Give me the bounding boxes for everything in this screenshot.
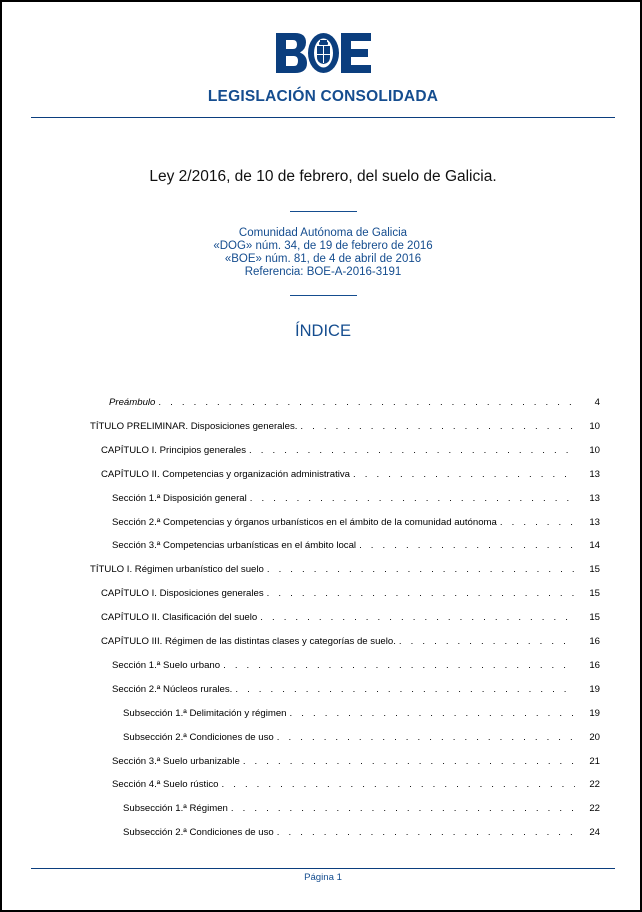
page-number: Página 1 <box>304 872 342 883</box>
toc-leader-dots <box>158 397 575 409</box>
toc-entry[interactable] <box>112 777 600 791</box>
toc-leader-dots <box>243 756 575 768</box>
toc-entry[interactable] <box>112 754 600 768</box>
toc-leader-dots <box>353 469 575 481</box>
toc-entry-label: Preámbulo <box>109 397 156 408</box>
toc-entry[interactable] <box>101 467 600 481</box>
toc-entry-page: 22 <box>589 779 600 791</box>
metadata-line: «BOE» núm. 81, de 4 de abril de 2016 <box>224 253 422 265</box>
toc-entry[interactable] <box>112 538 600 552</box>
toc-entry[interactable] <box>101 610 600 624</box>
toc-entry-page: 14 <box>589 540 600 552</box>
toc-entry-label: CAPÍTULO I. Disposiciones generales <box>101 588 264 600</box>
toc-entry-page: 16 <box>589 659 600 671</box>
index-title: ÍNDICE <box>295 322 351 340</box>
toc-leader-dots <box>500 517 575 529</box>
toc-entry[interactable] <box>112 491 600 505</box>
toc-entry-label: Sección 3.ª Suelo urbanizable <box>112 755 240 767</box>
toc-entry-page: 21 <box>589 755 600 767</box>
law-title: Ley 2/2016, de 10 de febrero, del suelo de Galicia. <box>149 168 497 185</box>
toc-leader-dots <box>235 684 575 696</box>
toc-entry-label: CAPÍTULO I. Principios generales <box>101 444 247 456</box>
toc-entry-label: Sección 4.ª Suelo rústico <box>112 779 219 791</box>
toc-entry[interactable] <box>90 562 600 576</box>
toc-leader-dots <box>277 732 575 744</box>
toc-entry-page: 19 <box>589 707 600 719</box>
toc-leader-dots <box>290 708 575 720</box>
toc-entry[interactable] <box>123 825 600 839</box>
toc-entry[interactable] <box>101 634 600 648</box>
toc-entry-page: 10 <box>589 444 600 456</box>
table-of-contents <box>2 2 642 912</box>
toc-entry-label: CAPÍTULO II. Clasificación del suelo <box>101 612 258 624</box>
toc-leader-dots <box>399 636 575 648</box>
toc-entry-page: 20 <box>589 731 600 743</box>
toc-entry-page: 22 <box>589 803 600 815</box>
toc-entry-label: Sección 1.ª Disposición general <box>112 492 247 504</box>
toc-entry-label: Subsección 1.ª Delimitación y régimen <box>123 707 287 719</box>
toc-entry-page: 19 <box>589 683 600 695</box>
toc-entry-label: Subsección 2.ª Condiciones de uso <box>123 827 274 839</box>
metadata-line: Comunidad Autónoma de Galicia <box>238 227 408 239</box>
toc-entry-label: Sección 2.ª Núcleos rurales. <box>112 683 233 695</box>
toc-entry-page: 15 <box>589 588 600 600</box>
toc-entry[interactable] <box>123 801 600 815</box>
toc-leader-dots <box>300 421 575 433</box>
toc-entry-page: 13 <box>589 492 600 504</box>
toc-entry-label: CAPÍTULO III. Régimen de las distintas clases y categorías de suelo. <box>101 636 396 647</box>
toc-entry-page: 15 <box>589 612 600 624</box>
toc-entry-label: Sección 2.ª Competencias y órganos urbanísticos en el ámbito de la comunidad autónoma <box>112 516 497 528</box>
toc-entry-page: 4 <box>594 397 600 408</box>
toc-entry-page: 10 <box>589 420 600 432</box>
toc-leader-dots <box>231 803 575 815</box>
toc-entry[interactable] <box>109 395 600 409</box>
toc-leader-dots <box>221 779 575 791</box>
toc-leader-dots <box>260 612 575 624</box>
toc-entry-page: 13 <box>589 516 600 528</box>
toc-leader-dots <box>277 827 575 839</box>
toc-leader-dots <box>359 540 575 552</box>
toc-entry[interactable] <box>90 419 600 433</box>
toc-entry-label: CAPÍTULO II. Competencias y organización administrativa <box>101 468 351 480</box>
toc-entry-label: Subsección 1.ª Régimen <box>123 803 228 815</box>
toc-entry[interactable] <box>101 586 600 600</box>
toc-entry[interactable] <box>112 515 600 529</box>
toc-leader-dots <box>223 660 575 672</box>
toc-entry[interactable] <box>112 682 600 696</box>
toc-entry-page: 15 <box>589 564 600 576</box>
toc-entry[interactable] <box>101 443 600 457</box>
toc-entry-page: 24 <box>589 827 600 839</box>
metadata-line: Referencia: BOE-A-2016-3191 <box>244 266 402 278</box>
toc-entry-label: TÍTULO I. Régimen urbanístico del suelo <box>90 564 264 576</box>
section-heading: LEGISLACIÓN CONSOLIDADA <box>207 88 439 105</box>
toc-leader-dots <box>250 493 575 505</box>
toc-entry[interactable] <box>112 658 600 672</box>
toc-leader-dots <box>249 445 575 457</box>
toc-entry-page: 13 <box>589 468 600 480</box>
metadata-line: «DOG» núm. 34, de 19 de febrero de 2016 <box>213 240 433 252</box>
toc-leader-dots <box>267 588 575 600</box>
footer-divider <box>31 868 615 869</box>
toc-entry-label: Subsección 2.ª Condiciones de uso <box>123 731 274 743</box>
toc-entry-page: 16 <box>589 636 600 647</box>
toc-entry[interactable] <box>123 706 600 720</box>
toc-leader-dots <box>267 564 575 576</box>
toc-entry[interactable] <box>123 730 600 744</box>
toc-entry-label: TÍTULO PRELIMINAR. Disposiciones generales. <box>90 420 298 432</box>
toc-entry-label: Sección 3.ª Competencias urbanísticas en el ámbito local <box>112 540 357 552</box>
toc-entry-label: Sección 1.ª Suelo urbano <box>112 659 221 671</box>
